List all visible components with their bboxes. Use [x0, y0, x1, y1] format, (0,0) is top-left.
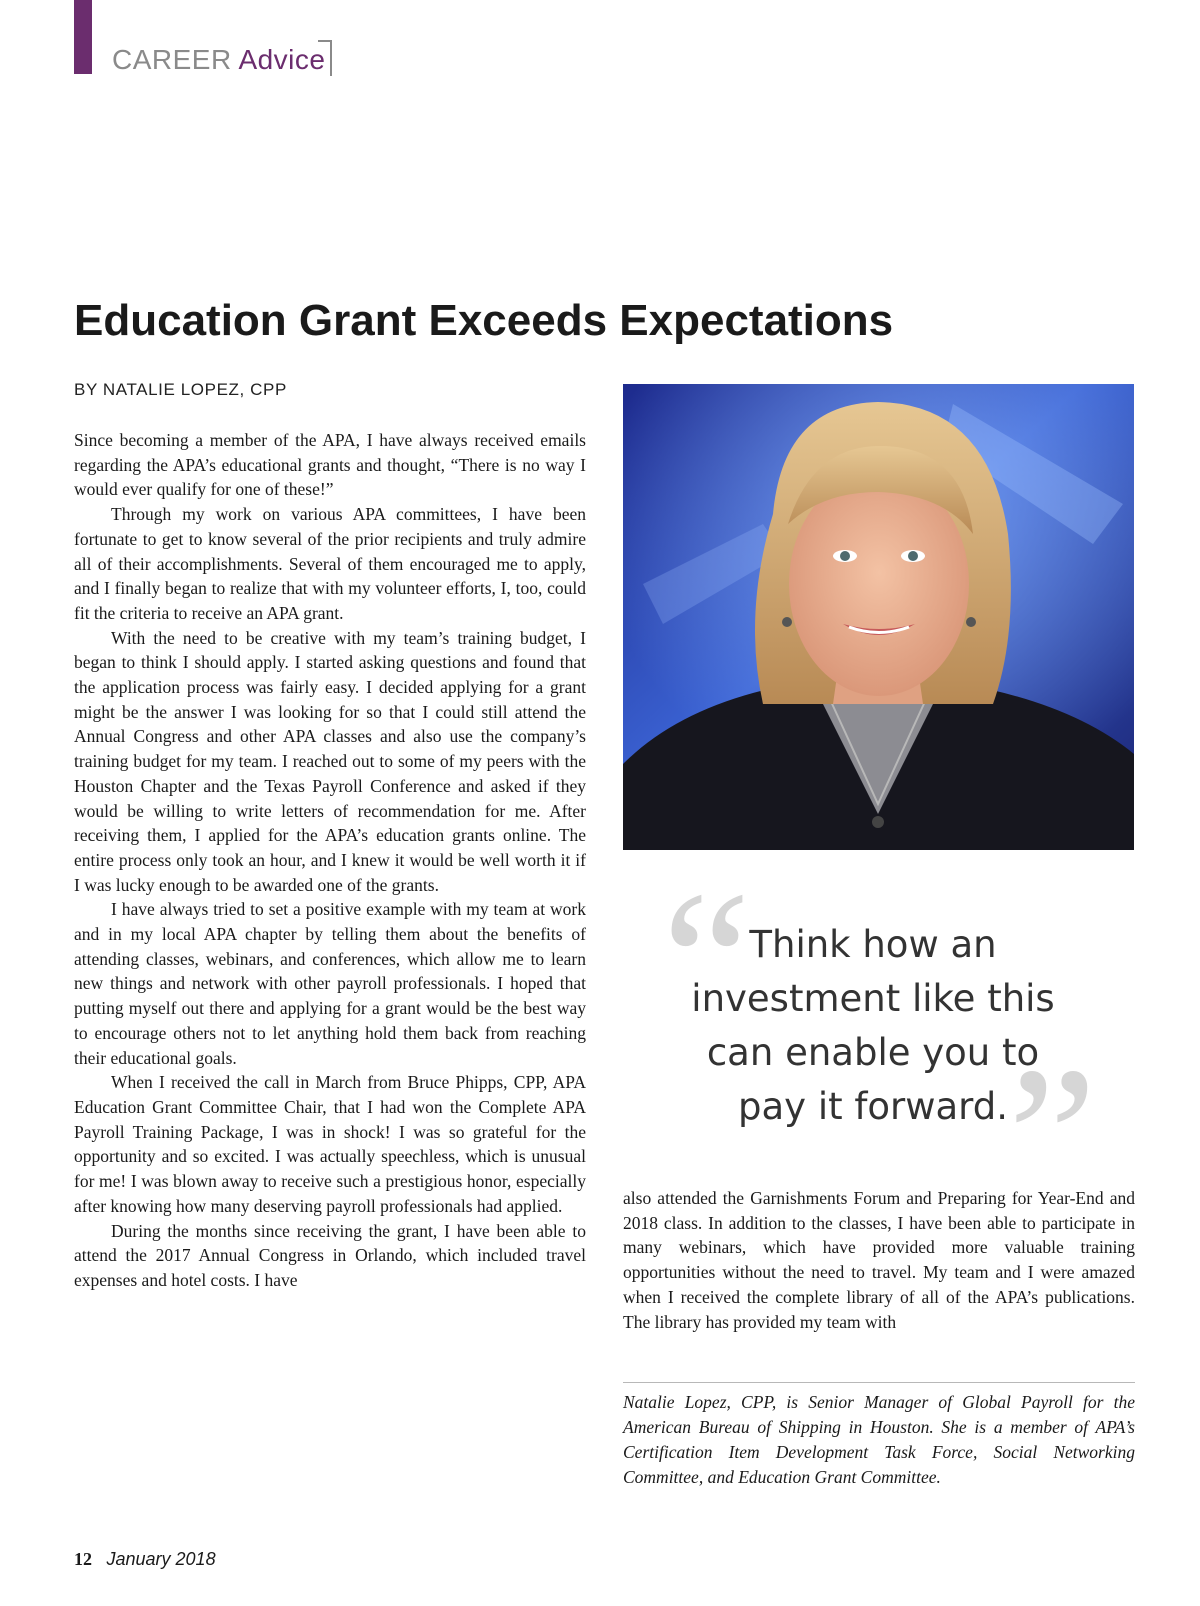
right-column: [623, 1186, 1135, 1334]
body-paragraph: When I received the call in March from Bruce Phipps, CPP, APA Education Grant Committee Chair, that I had won the Complete APA Payroll Training Package, I was in shock! I was so grateful for the opportunity and so excited. I was actually speechless, which is unusual for me! I was blown away to receive such a prestigious honor, especially after knowing how many deserving payroll professionals had applied.: [74, 1072, 586, 1216]
author-bio: Natalie Lopez, CPP, is Senior Manager of Global Payroll for the American Bureau of Shipping in Houston. She is a member of APA’s Certification Item Development Task Force, Social Networking Committee, and Education Grant Committee.: [623, 1392, 1135, 1487]
page-footer: [74, 1549, 216, 1570]
body-paragraph: Through my work on various APA committees, I have been fortunate to get to know several of the prior recipients and truly admire all of their accomplishments. Several of them encouraged me to apply, and I finally began to realize that with my volunteer efforts, I, too, could fit the criteria to receive an APA grant.: [74, 504, 586, 623]
corner-bracket-mark: [318, 40, 332, 76]
author-photo: [623, 384, 1134, 850]
open-quote-icon: “: [662, 851, 751, 1072]
body-paragraph: Since becoming a member of the APA, I have always received emails regarding the APA’s educational grants and thought, “There is no way I would ever qualify for one of these!”: [74, 430, 586, 500]
section-accent-bar: [74, 0, 92, 74]
close-quote-icon: ”: [1008, 1027, 1097, 1248]
article-title: Education Grant Exceeds Expectations: [74, 296, 894, 345]
body-paragraph: also attended the Garnishments Forum and Preparing for Year-End and 2018 class. In addition to the classes, I have been able to participate in many webinars, which have provided more valuable training opportunities without the need to travel. My team and I were amazed when I received the complete library of all of the APA’s publications. The library has provided my team with: [623, 1188, 1135, 1332]
section-label: [112, 44, 325, 76]
page-number: 12: [74, 1549, 92, 1569]
body-paragraph: I have always tried to set a positive example with my team at work and in my local APA chapter by telling them about the benefits of attending classes, webinars, and conferences, which allow me to learn new things and network with other payroll professionals. I hoped that putting myself out there and applying for a grant would be the best way to encourage others not to let anything hold them back from reaching their educational goals.: [74, 899, 586, 1068]
section-word-advice: Advice: [238, 44, 326, 75]
issue-date: January 2018: [106, 1549, 216, 1569]
pull-quote: Think how an investment like this can enable you to pay it forward.: [691, 923, 1055, 1128]
article-byline: BY NATALIE LOPEZ, CPP: [74, 380, 287, 399]
body-paragraph: During the months since receiving the grant, I have been able to attend the 2017 Annual Congress in Orlando, which included travel expenses and hotel costs. I have: [74, 1220, 586, 1290]
left-column: [74, 428, 586, 1293]
bio-divider: [623, 1382, 1135, 1383]
body-paragraph: With the need to be creative with my team’s training budget, I began to think I should apply. I started asking questions and found that the application process was fairly easy. I decided applying for a grant might be the answer I was looking for so that I could still attend the Annual Congress and other APA classes and also use the company’s training budget for my team. I reached out to some of my peers with the Houston Chapter and the Texas Payroll Conference and asked if they would be willing to write letters of recommendation for me. After receiving them, I applied for the APA’s education grants online. The entire process only took an hour, and I knew it would be well worth it if I was lucky enough to be awarded one of the grants.: [74, 627, 586, 895]
section-word-career: CAREER: [112, 44, 232, 75]
